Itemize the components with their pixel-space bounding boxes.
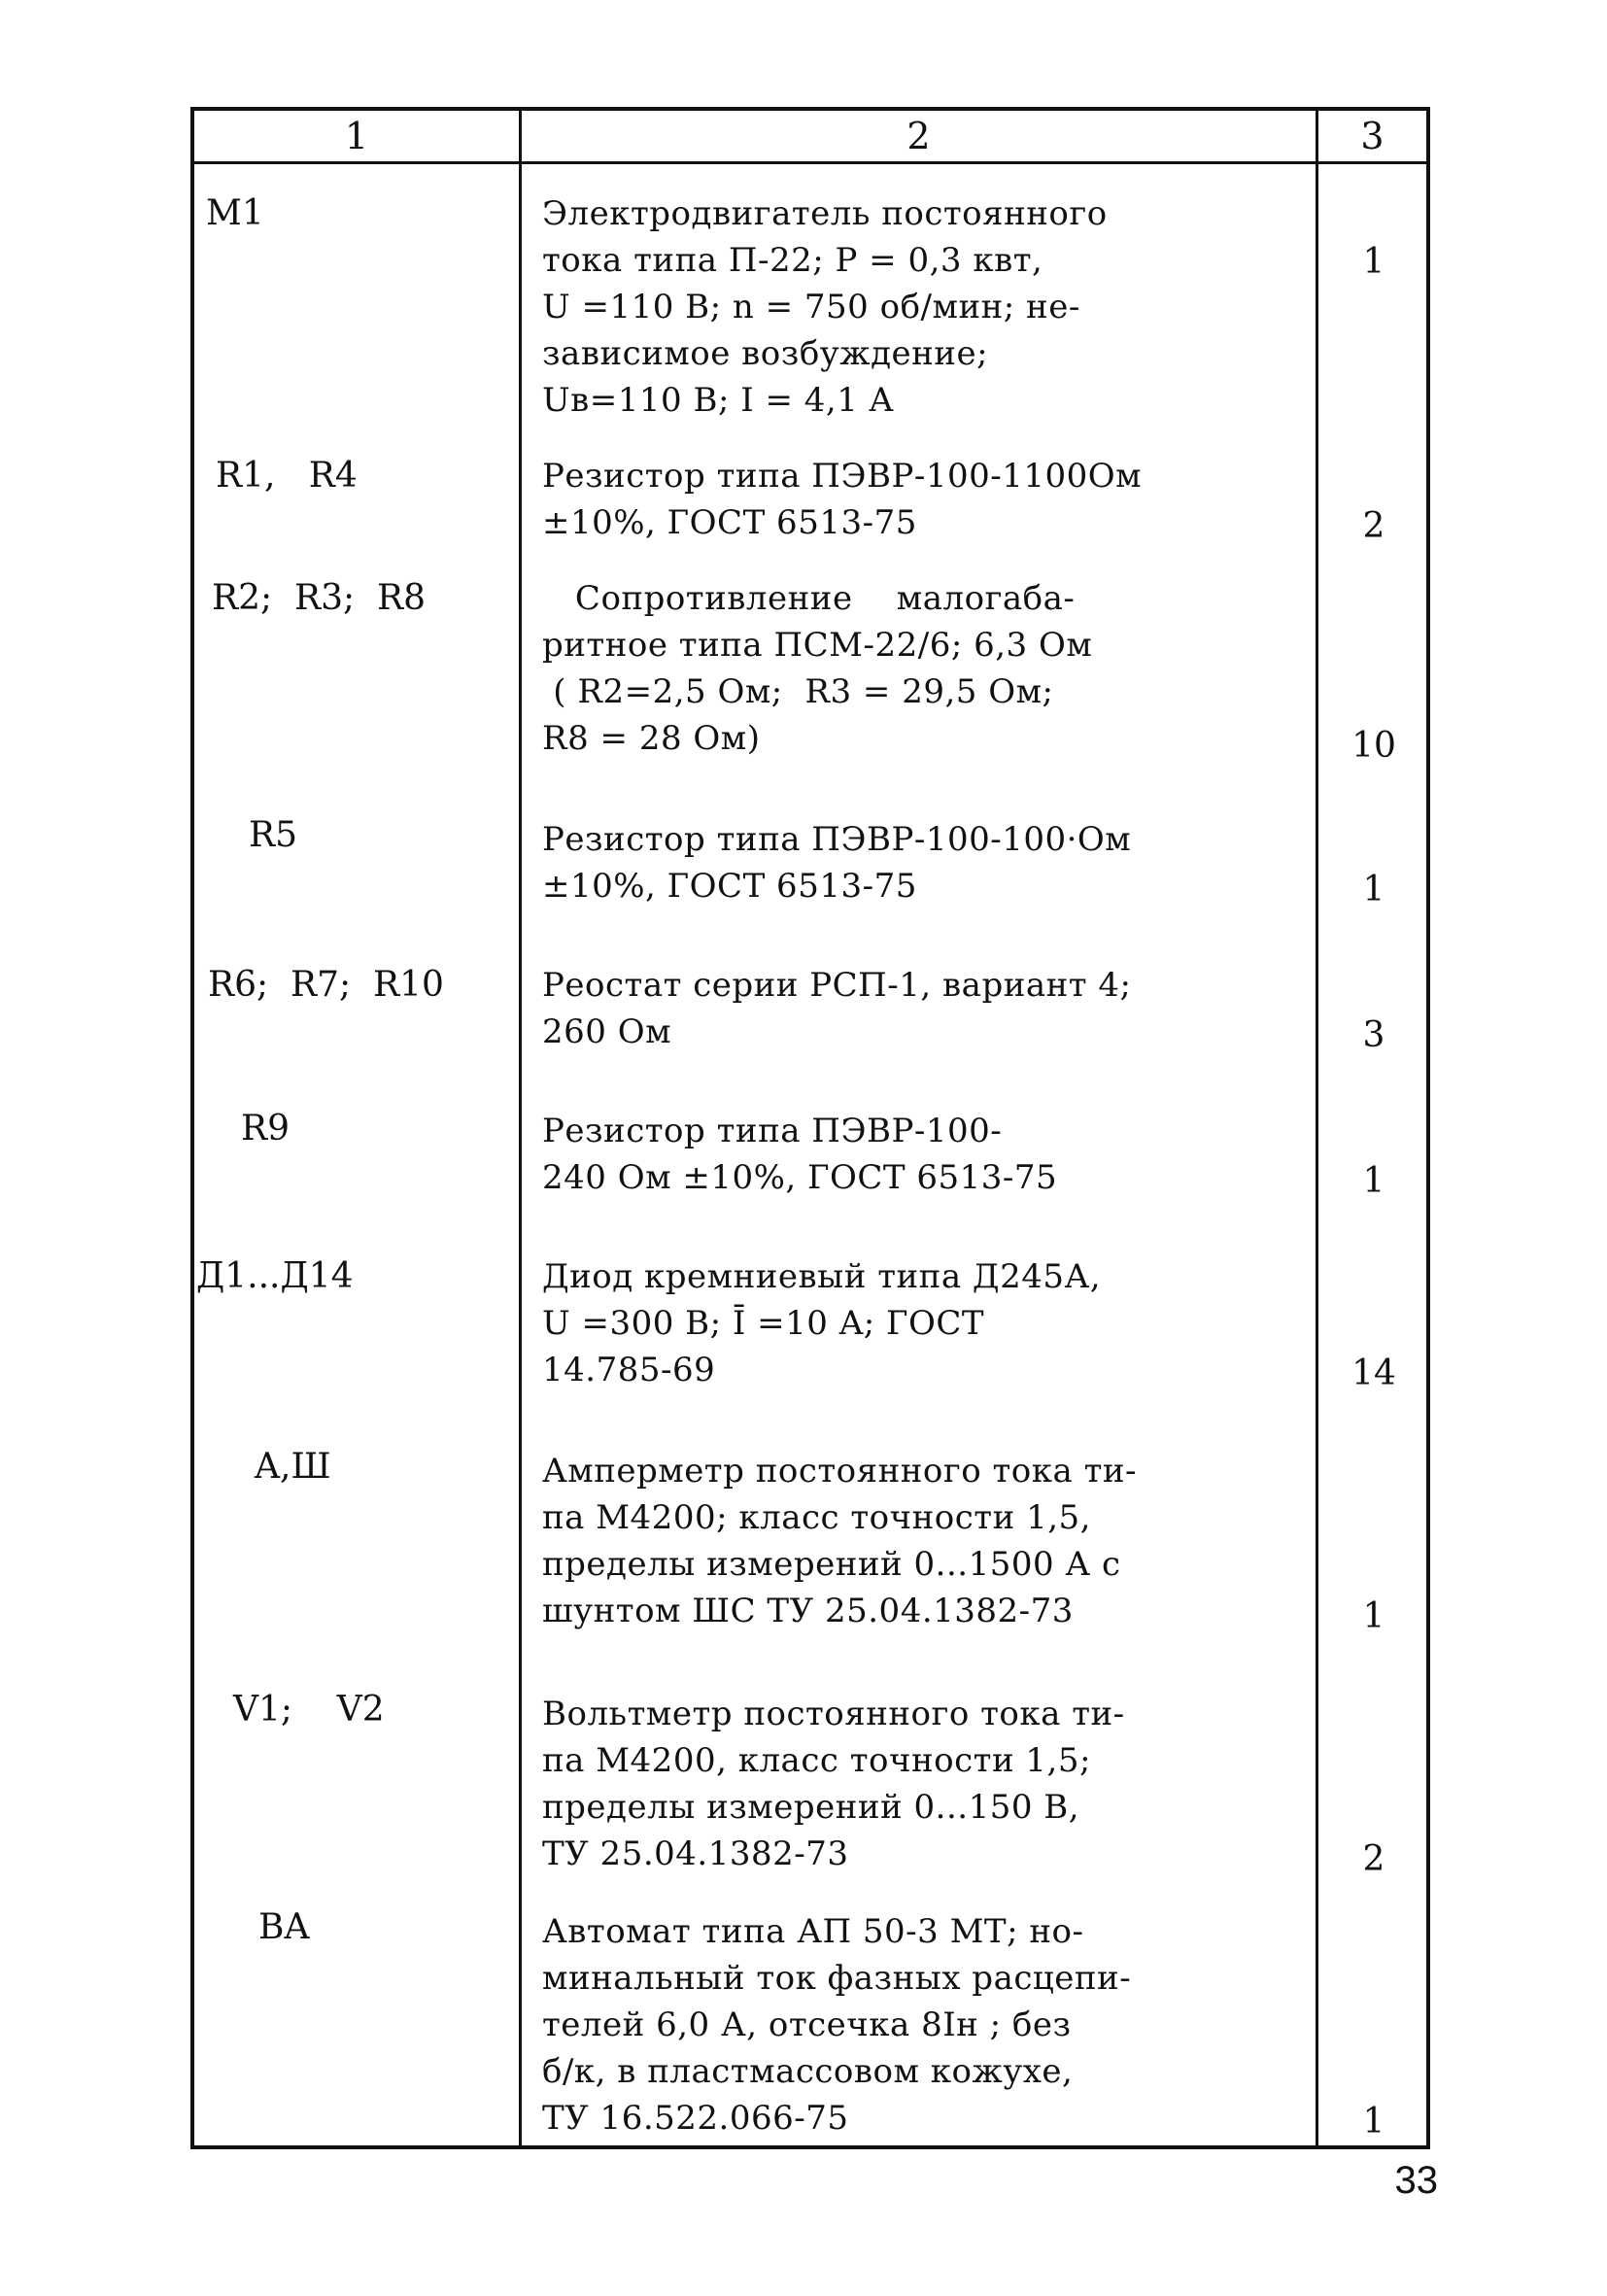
row-code: M1: [206, 193, 264, 233]
description-line: Резистор типа ПЭВР-100-: [542, 1112, 1003, 1150]
description-line: Диод кремниевый типа Д245А,: [542, 1257, 1102, 1296]
column-header-3: 3: [1360, 115, 1385, 157]
description-line: па М4200, класс точности 1,5;: [542, 1741, 1091, 1780]
description-line: Реостат серии РСП-1, вариант 4;: [542, 966, 1132, 1005]
description-line: пределы измерений 0...1500 А с: [542, 1545, 1121, 1584]
description-line: Резистор типа ПЭВР-100-100·Ом: [542, 820, 1132, 859]
row-quantity: 1: [1362, 242, 1385, 282]
row-code: V1; V2: [233, 1690, 385, 1730]
description-line: ±10%, ГОСТ 6513-75: [542, 867, 917, 906]
description-line: U =300 B; Ī =10 A; ГОСТ: [542, 1304, 985, 1343]
description-line: пределы измерений 0...150 В,: [542, 1788, 1080, 1827]
description-line: минальный ток фазных расцепи-: [542, 1959, 1132, 1998]
row-code: R5: [249, 815, 298, 855]
row-quantity: 1: [1362, 2102, 1385, 2142]
description-line: 14.785-69: [542, 1351, 716, 1389]
row-code: R9: [241, 1109, 291, 1148]
row-description: [542, 575, 1310, 762]
description-line: U =110 B; n = 750 об/мин; не-: [542, 288, 1080, 326]
row-quantity: 14: [1351, 1354, 1396, 1393]
description-line: Автомат типа АП 50-3 МТ; но-: [542, 1912, 1084, 1951]
row-quantity: 3: [1362, 1015, 1385, 1055]
description-line: Uв=110 B; I = 4,1 A: [542, 381, 894, 420]
description-line: Резистор типа ПЭВР-100-1100Ом: [542, 457, 1143, 496]
page-number: 33: [1394, 2159, 1438, 2202]
description-line: Вольтметр постоянного тока ти-: [542, 1695, 1125, 1733]
row-description: [542, 816, 1310, 909]
header-divider: [194, 161, 1426, 164]
row-code: A,Ш: [255, 1447, 331, 1487]
description-line: 260 Ом: [542, 1012, 672, 1051]
column-header-1: 1: [344, 115, 369, 157]
row-quantity: 2: [1362, 506, 1385, 546]
column-header-2: 2: [906, 115, 931, 157]
row-description: [542, 962, 1310, 1055]
description-line: 240 Ом ±10%, ГОСТ 6513-75: [542, 1158, 1058, 1197]
row-code: Д1...Д14: [196, 1256, 354, 1296]
row-description: [542, 190, 1310, 424]
description-line: б/к, в пластмассовом кожухе,: [542, 2052, 1074, 2091]
description-line: шунтом ШС ТУ 25.04.1382-73: [542, 1592, 1074, 1630]
column-divider: [1316, 111, 1318, 2145]
row-quantity: 1: [1362, 1596, 1385, 1636]
description-line: ТУ 16.522.066-75: [542, 2099, 849, 2138]
row-description: [542, 1691, 1310, 1877]
description-line: R8 = 28 Ом): [542, 719, 761, 758]
component-table: [190, 107, 1430, 2149]
row-quantity: 10: [1351, 726, 1396, 766]
description-line: ±10%, ГОСТ 6513-75: [542, 503, 917, 542]
row-description: [542, 1448, 1310, 1634]
row-code: BA: [258, 1907, 310, 1947]
column-divider: [519, 111, 522, 2145]
description-line: Сопротивление малогаба-: [542, 579, 1076, 618]
row-description: [542, 1108, 1310, 1201]
description-line: Электродвигатель постоянного: [542, 194, 1108, 233]
description-line: телей 6,0 А, отсечка 8Iн ; без: [542, 2005, 1072, 2044]
row-code: R6; R7; R10: [208, 965, 444, 1005]
row-code: R1, R4: [216, 456, 358, 496]
description-line: ( R2=2,5 Ом; R3 = 29,5 Ом;: [542, 672, 1054, 711]
description-line: ТУ 25.04.1382-73: [542, 1834, 849, 1873]
description-line: тока типа П-22; P = 0,3 квт,: [542, 241, 1043, 280]
description-line: Амперметр постоянного тока ти-: [542, 1452, 1138, 1491]
row-description: [542, 1908, 1310, 2142]
row-code: R2; R3; R8: [212, 578, 427, 618]
row-quantity: 1: [1362, 1161, 1385, 1201]
row-quantity: 1: [1362, 870, 1385, 909]
row-description: [542, 1253, 1310, 1393]
row-quantity: 2: [1362, 1839, 1385, 1879]
description-line: па М4200; класс точности 1,5,: [542, 1498, 1091, 1537]
description-line: зависимое возбуждение;: [542, 334, 989, 373]
row-description: [542, 453, 1310, 546]
description-line: ритное типа ПСМ-22/6; 6,3 Ом: [542, 626, 1093, 665]
